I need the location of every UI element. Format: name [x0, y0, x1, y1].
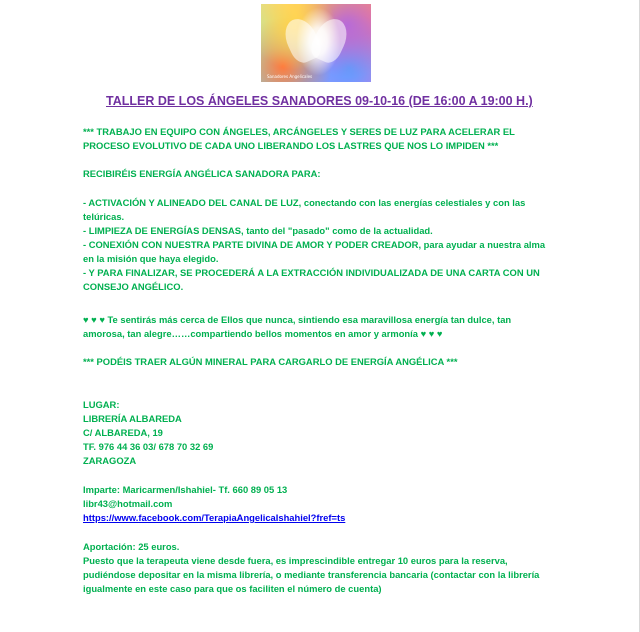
list-item: [83, 266, 553, 294]
list-item: [83, 196, 553, 224]
list-item-bold: - LIMPIEZA DE ENERGÍAS DENSAS,: [83, 225, 244, 236]
list-item-text: para ayudar a nuestra alma en la misión que haya elegido.: [83, 239, 546, 264]
price-amount: Aportación: 25 euros.: [83, 541, 180, 552]
imparte-line: Imparte: Maricarmen/Ishahiel- Tf. 660 89 05 13: [83, 484, 288, 495]
page-title: TALLER DE LOS ÁNGELES SANADORES 09-10-16 (DE 16:00 A 19:00 H.): [106, 94, 533, 108]
list-item-bold: - CONEXIÓN CON NUESTRA PARTE DIVINA DE AMOR Y PODER CREADOR,: [83, 239, 422, 250]
location-phones: TF. 976 44 36 03/ 678 70 32 69: [83, 441, 214, 452]
list-item-text: conectando con las energías celestiales y con las telúricas.: [83, 197, 526, 222]
angel-image: [261, 4, 371, 82]
list-item: [83, 224, 553, 238]
location-label: LUGAR:: [83, 399, 120, 410]
hearts-icon: ♥ ♥ ♥: [83, 314, 105, 325]
list-item-bold: - Y PARA FINALIZAR, SE PROCEDERÁ A LA EXTRACCIÓN INDIVIDUALIZADA DE UNA CARTA CON UN CONSEJO ANGÉLICO.: [83, 267, 540, 292]
price-note: Puesto que la terapeuta viene desde fuera, es imprescindible entregar 10 euros para la reserva, pudiéndose depositar en la misma librería, o mediante transferencia bancaria (contactar con la librería igualmente en este caso para que os faciliten el número de cuenta): [83, 555, 540, 594]
hearts-icon: ♥ ♥ ♥: [420, 328, 443, 339]
location-street: C/ ALBAREDA, 19: [83, 427, 163, 438]
receive-heading: RECIBIRÉIS ENERGÍA ANGÉLICA SANADORA PARA:: [83, 168, 321, 179]
list-item: [83, 238, 553, 266]
mineral-note: *** PODÉIS TRAER ALGÚN MINERAL PARA CARGARLO DE ENERGÍA ANGÉLICA ***: [83, 356, 458, 367]
intro-paragraph: *** TRABAJO EN EQUIPO CON ÁNGELES, ARCÁNGELES Y SERES DE LUZ PARA ACELERAR EL PROCESO EVOLUTIVO DE CADA UNO LIBERANDO LOS LASTRES QUE NOS LO IMPIDEN ***: [83, 126, 515, 151]
facebook-line: [83, 511, 553, 525]
closer-paragraph: [83, 313, 553, 341]
list-item-bold: - ACTIVACIÓN Y ALINEADO DEL CANAL DE LUZ,: [83, 197, 302, 208]
closer-text: Te sentirás más cerca de Ellos que nunca, sintiendo esa maravillosa energía tan dulce, tan amorosa, tan alegre……compartiendo bellos momentos en amor y armonía: [83, 314, 512, 339]
email-line: libr43@hotmail.com: [83, 498, 173, 509]
location-name: LIBRERÍA ALBAREDA: [83, 413, 182, 424]
location-city: ZARAGOZA: [83, 455, 137, 466]
image-caption: Sanadores Angelicales: [267, 74, 313, 79]
list-item-text: tanto del "pasado" como de la actualidad.: [243, 225, 433, 236]
facebook-link[interactable]: https://www.facebook.com/TerapiaAngelicaIshahiel?fref=ts: [83, 512, 346, 523]
